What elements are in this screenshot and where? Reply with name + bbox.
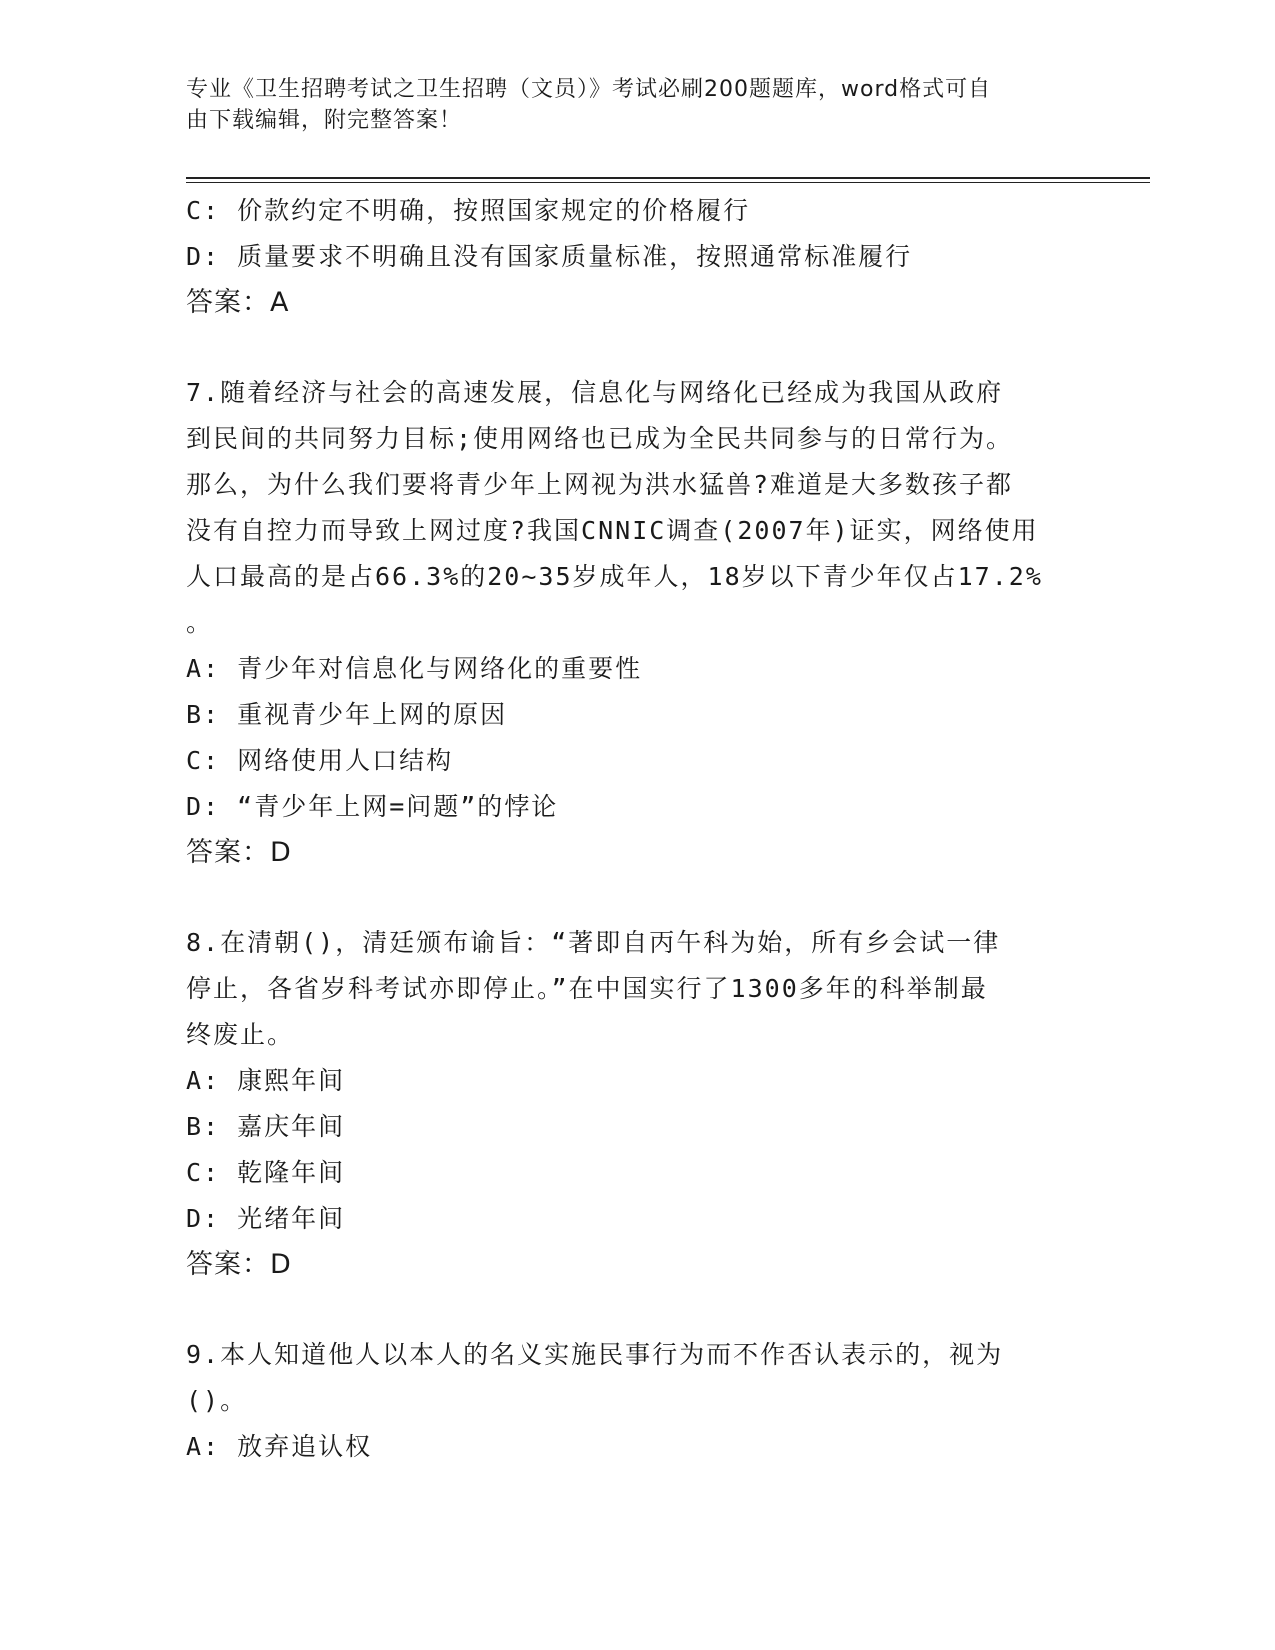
header-rule-thin: [186, 182, 1150, 183]
question-6: [186, 188, 1086, 326]
question-text-line: 停止，各省岁科考试亦即停止。”在中国实行了1300多年的科举制最: [186, 974, 988, 1003]
header-rule-thick: [186, 177, 1150, 179]
question-9: [186, 1332, 1086, 1470]
question-7: [186, 370, 1086, 876]
spacer: [186, 326, 1086, 370]
option-d: D: 光绪年间: [186, 1204, 346, 1233]
question-text-line: 8.在清朝()，清廷颁布谕旨：“著即自丙午科为始，所有乡会试一律: [186, 928, 1001, 957]
question-text-line: 9.本人知道他人以本人的名义实施民事行为而不作否认表示的，视为: [186, 1340, 1004, 1369]
question-text-line: 没有自控力而导致上网过度?我国CNNIC调查(2007年)证实，网络使用: [186, 516, 1039, 545]
option-a: A: 放弃追认权: [186, 1432, 373, 1461]
spacer: [186, 1288, 1086, 1332]
question-8: [186, 920, 1086, 1288]
question-text-line: 到民间的共同努力目标;使用网络也已成为全民共同参与的日常行为。: [186, 424, 1014, 453]
option-c: C: 网络使用人口结构: [186, 746, 454, 775]
answer-line: 答案：D: [186, 1249, 292, 1280]
option-c: C: 价款约定不明确，按照国家规定的价格履行: [186, 196, 751, 225]
question-text-line: 7.随着经济与社会的高速发展，信息化与网络化已经成为我国从政府: [186, 378, 1004, 407]
option-b: B: 重视青少年上网的原因: [186, 700, 508, 729]
spacer: [186, 876, 1086, 920]
question-text-line: ()。: [186, 1386, 248, 1415]
document-body: [186, 188, 1086, 1470]
document-header: [186, 74, 1066, 136]
header-line-2: 由下载编辑，附完整答案！: [186, 108, 463, 133]
option-b: B: 嘉庆年间: [186, 1112, 346, 1141]
answer-line: 答案：D: [186, 837, 292, 868]
option-d: D: “青少年上网=问题”的悖论: [186, 792, 559, 821]
question-text-line: 人口最高的是占66.3%的20~35岁成年人，18岁以下青少年仅占17.2%: [186, 562, 1043, 591]
question-text-line: 那么，为什么我们要将青少年上网视为洪水猛兽?难道是大多数孩子都: [186, 470, 1014, 499]
question-text-line: 。: [186, 608, 214, 637]
question-text-line: 终废止。: [186, 1020, 295, 1049]
option-a: A: 青少年对信息化与网络化的重要性: [186, 654, 643, 683]
option-a: A: 康熙年间: [186, 1066, 346, 1095]
option-d: D: 质量要求不明确且没有国家质量标准，按照通常标准履行: [186, 242, 913, 271]
header-line-1: 专业《卫生招聘考试之卫生招聘（文员）》考试必刷200题题库，word格式可自: [186, 77, 992, 102]
answer-line: 答案：A: [186, 287, 290, 318]
option-c: C: 乾隆年间: [186, 1158, 346, 1187]
